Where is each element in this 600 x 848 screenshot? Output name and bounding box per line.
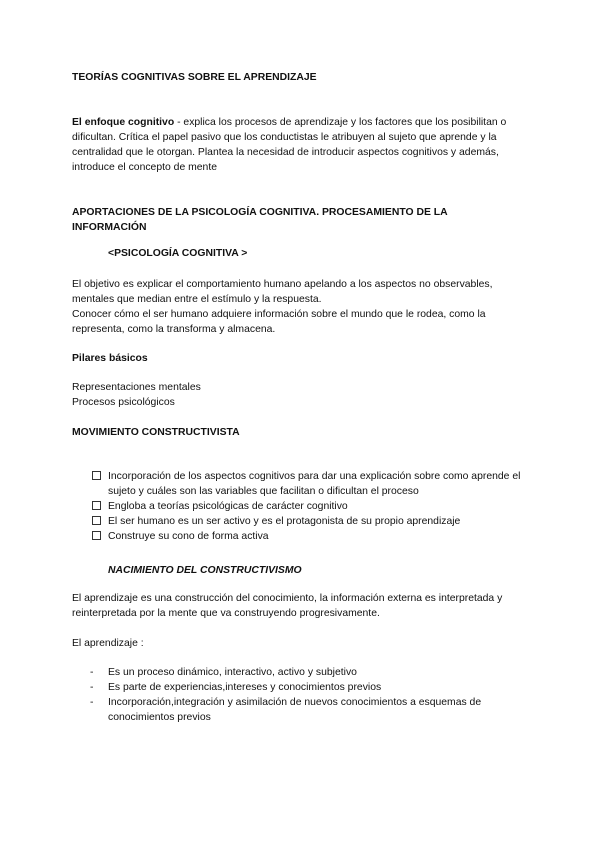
checkbox-icon[interactable] [92,501,101,510]
movimiento-checklist [92,469,532,544]
dash-bullet-icon: - [90,697,94,708]
list-item [90,695,530,725]
dash-bullet-icon: - [90,682,94,693]
document-title: TEORÍAS COGNITIVAS SOBRE EL APRENDIZAJE [72,72,317,83]
nacimiento-heading: NACIMIENTO DEL CONSTRUCTIVISMO [108,565,302,576]
checklist-item [92,529,532,544]
aprendizaje-intro: El aprendizaje : [72,638,144,649]
list-item-text: Incorporación,integración y asimilación de nuevos conocimientos a esquemas de conocimientos previos [108,697,482,723]
list-item [90,665,530,680]
pilares-item: Representaciones mentales [72,382,201,393]
dash-bullet-icon: - [90,667,94,678]
enfoque-paragraph [72,115,532,175]
checkbox-icon[interactable] [92,531,101,540]
checklist-item [92,514,532,529]
checklist-item [92,499,532,514]
checklist-item-text: El ser humano es un ser activo y es el protagonista de su propio aprendizaje [108,516,461,527]
enfoque-text: - explica los procesos de aprendizaje y los factores que los posibilitan o dificultan. Crítica el papel pasivo que los conductistas le atribuyen al sujeto que aprende y la centralidad que le otorgan. Plantea la necesidad de introducir aspectos cognitivos y además, introduce el concepto de mente [72,117,507,173]
nacimiento-para: El aprendizaje es una construcción del conocimiento, la información externa es interpretada y reinterpretada por la mente que va construyendo progresivamente. [72,593,503,619]
enfoque-term: El enfoque cognitivo [72,117,175,128]
section1-heading: APORTACIONES DE LA PSICOLOGÍA COGNITIVA. PROCESAMIENTO DE LA INFORMACIÓN [72,207,448,233]
pilares-heading: Pilares básicos [72,353,148,364]
movimiento-heading: MOVIMIENTO CONSTRUCTIVISTA [72,427,240,438]
list-item [90,680,530,695]
checkbox-icon[interactable] [92,471,101,480]
checklist-item-text: Engloba a teorías psicológicas de carácter cognitivo [108,501,348,512]
section1-para1: El objetivo es explicar el comportamiento humano apelando a los aspectos no observables, mentales que median entre el estímulo y la respuesta. [72,279,493,305]
checklist-item-text: Incorporación de los aspectos cognitivos para dar una explicación sobre como aprende el sujeto y cuáles son las variables que facilitan o dificultan el proceso [108,471,521,497]
aprendizaje-list [90,665,530,725]
checkbox-icon[interactable] [92,516,101,525]
checklist-item [92,469,532,499]
pilares-item: Procesos psicológicos [72,397,175,408]
list-item-text: Es parte de experiencias,intereses y conocimientos previos [108,682,382,693]
list-item-text: Es un proceso dinámico, interactivo, activo y subjetivo [108,667,357,678]
section1-subheading: <PSICOLOGÍA COGNITIVA > [108,248,248,259]
checklist-item-text: Construye su cono de forma activa [108,531,269,542]
section1-para2: Conocer cómo el ser humano adquiere información sobre el mundo que le rodea, como la representa, como la transforma y almacena. [72,309,486,335]
